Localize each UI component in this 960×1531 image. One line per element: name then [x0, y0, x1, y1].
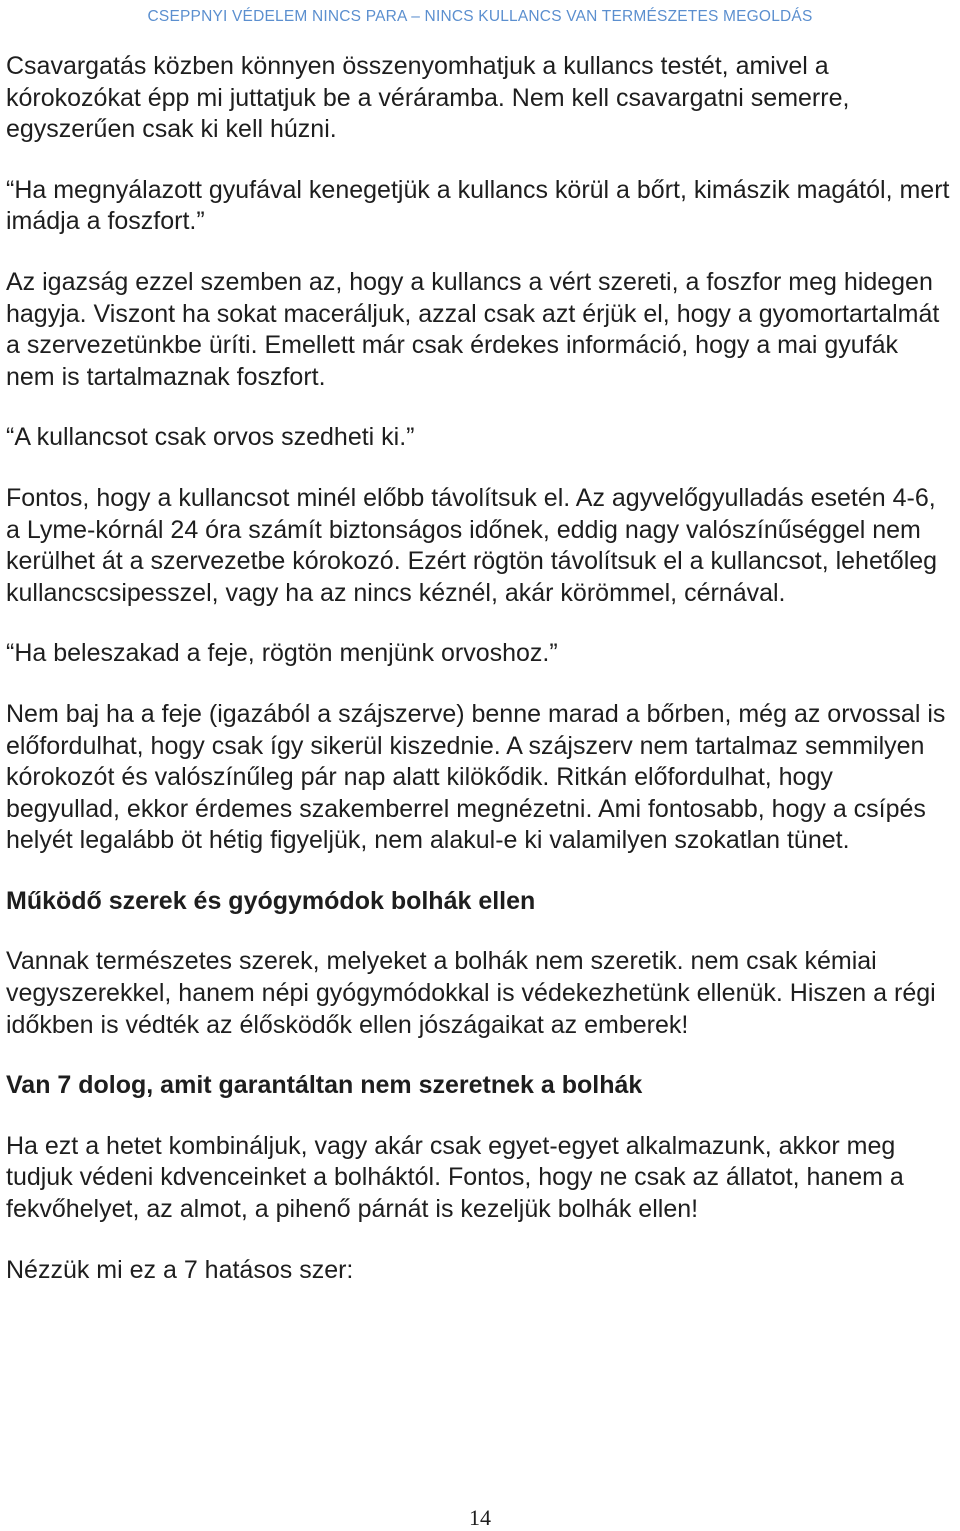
paragraph-1: Csavargatás közben könnyen összenyomhatjuk a kullancs testét, amivel a kórokozókat épp mi juttatjuk be a véráramba. Nem kell csavargatni semerre, egyszerűen csak ki kell húzni. [6, 52, 850, 144]
section-heading-flea-remedies: Működő szerek és gyógymódok bolhák ellen [6, 886, 536, 915]
document-body [6, 51, 951, 1315]
paragraph-12: Nézzük mi ez a 7 hatásos szer: [6, 1255, 354, 1284]
paragraph-5: Fontos, hogy a kullancsot minél előbb távolítsuk el. Az agyvelőgyulladás esetén 4-6, a Lyme-kórnál 24 óra számít biztonságos időnek, eddig nagy valószínűséggel nem kerülhet át a szervezetbe kórokozó. Ezért rögtön távolítsuk el a kullancsot, lehetőleg kullancscsipesszel, vagy ha az nincs kéznél, akár körömmel, cérnával. [6, 483, 938, 607]
paragraph-4-quote: “A kullancsot csak orvos szedheti ki.” [6, 423, 415, 452]
paragraph-6-quote: “Ha beleszakad a feje, rögtön menjünk orvoshoz.” [6, 639, 558, 668]
paragraph-7: Nem baj ha a feje (igazából a szájszerve) benne marad a bőrben, még az orvossal is előfordulhat, hogy csak így sikerül kiszednie. A szájszerv nem tartalmaz semmilyen kórokozót és valószínűleg pár nap alatt kilökődik. Ritkán előfordulhat, hogy begyullad, ekkor érdemes szakemberrel megnézetni. Ami fontosabb, hogy a csípés helyét legalább öt hétig figyeljük, nem alakul-e ki valamilyen szokatlan tünet. [6, 699, 946, 855]
paragraph-9: Vannak természetes szerek, melyeket a bolhák nem szeretik. nem csak kémiai vegyszerekkel, hanem népi gyógymódokkal is védekezhetünk ellenük. Hiszen a régi időkben is védték az élősködők ellen jószágaikat az emberek! [6, 947, 936, 1039]
paragraph-11: Ha ezt a hetet kombináljuk, vagy akár csak egyet-egyet alkalmazunk, akkor meg tudjuk védeni kdvenceinket a bolháktól. Fontos, hogy ne csak az állatot, hanem a fekvőhelyet, az almot, a pihenő párnát is kezeljük bolhák ellen! [6, 1131, 904, 1224]
page-number: 14 [469, 1505, 491, 1530]
paragraph-2-quote: “Ha megnyálazott gyufával kenegetjük a kullancs körül a bőrt, kimászik magától, mert imádja a foszfort.” [6, 175, 950, 236]
running-header: CSEPPNYI VÉDELEM NINCS PARA – NINCS KULLANCS VAN TERMÉSZETES MEGOLDÁS [147, 8, 813, 25]
section-heading-seven-things: Van 7 dolog, amit garantáltan nem szeretnek a bolhák [6, 1071, 643, 1100]
paragraph-3: Az igazság ezzel szemben az, hogy a kullancs a vért szereti, a foszfor meg hidegen hagyja. Viszont ha sokat maceráljuk, azzal csak azt érjük el, hogy a gyomortartalmát a szervezetünkbe üríti. Emellett már csak érdekes információ, hogy a mai gyufák nem is tartalmaznak foszfort. [6, 267, 940, 391]
